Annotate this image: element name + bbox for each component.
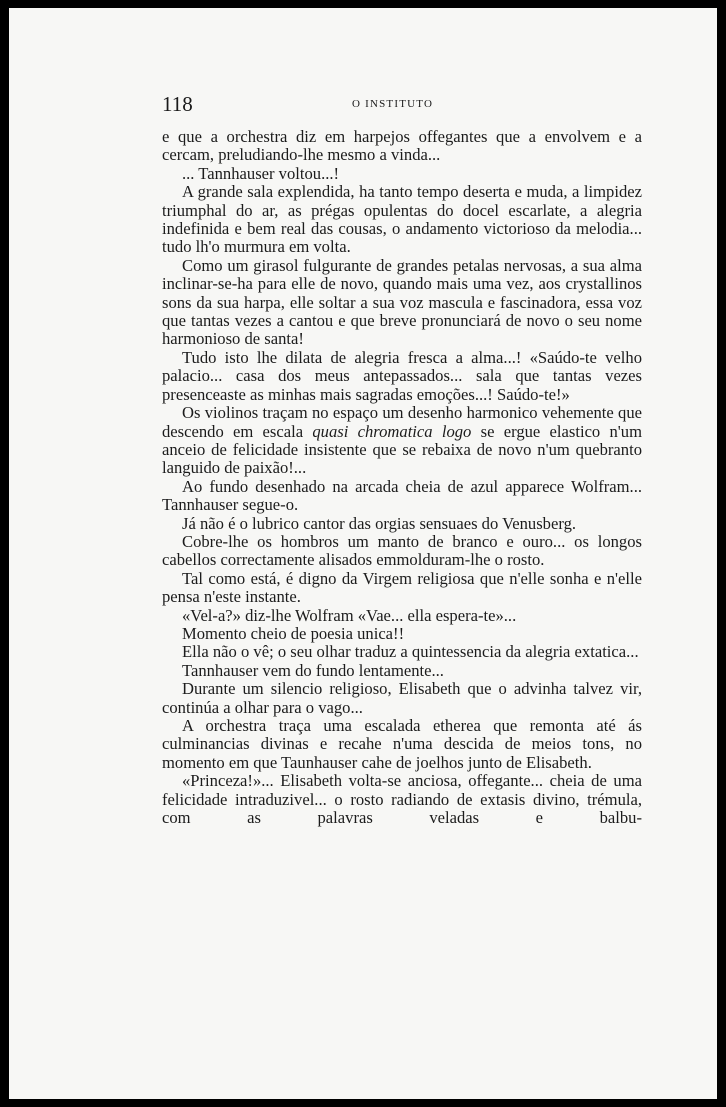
running-head: O INSTITUTO <box>352 98 434 110</box>
paragraph: Tal como está, é digno da Virgem religiosa que n'elle sonha e n'elle pensa n'este instante. <box>162 568 642 607</box>
paragraph: A grande sala explendida, ha tanto tempo deserta e muda, a limpidez triumphal do ar, as prégas opulentas do docel escarlate, a alegria indefinida e bem real das cousas, o andamento victorioso da melodia... tudo lh'o murmura em volta. <box>162 182 642 257</box>
paragraph: ... Tannhauser voltou...! <box>182 163 340 183</box>
page-number: 118 <box>162 92 193 116</box>
paragraph: Tudo isto lhe dilata de alegria fresca a alma...! «Saúdo-te velho palacio... casa dos meus antepassados... sala que tantas vezes presenceaste as minhas mais sagradas emoções...! Saúdo-te!» <box>162 347 642 404</box>
italic-phrase: quasi chromatica logo <box>312 421 472 441</box>
paragraph: «Princeza!»... Elisabeth volta-se anciosa, offegante... cheia de uma felicidade intraduzivel... o rosto radiando de extasis divino, trémula, com as palavras veladas e balbu- <box>162 771 642 828</box>
paragraph <box>162 404 642 478</box>
paragraph: Tannhauser vem do fundo lentamente... <box>182 660 444 680</box>
paragraph: Ella não o vê; o seu olhar traduz a quintessencia da alegria extatica... <box>182 642 639 662</box>
paragraph: Já não é o lubrico cantor das orgias sensuaes do Venusberg. <box>182 513 577 533</box>
paragraph: Durante um silencio religioso, Elisabeth que o advinha talvez vir, continúa a olhar para o vago... <box>162 679 642 717</box>
paragraph: Ao fundo desenhado na arcada cheia de azul apparece Wolfram... Tannhauser segue-o. <box>162 476 642 515</box>
page-header <box>162 92 650 116</box>
body-text <box>162 128 642 827</box>
paragraph-text: Os violinos traçam no espaço um desenho harmonico vehemente que descendo em escala <box>162 403 642 441</box>
paragraph: «Vel-a?» diz-lhe Wolfram «Vae... ella espera-te»... <box>182 605 517 625</box>
paragraph: Cobre-lhe os hombros um manto de branco e ouro... os longos cabellos correctamente alisados emmolduram-lhe o rosto. <box>162 531 642 570</box>
paragraph-text: se ergue elastico n'um anceio de felicidade insistente que se rebaixa de novo n'um quebranto languido de paixão!... <box>162 421 642 478</box>
paragraph: Como um girasol fulgurante de grandes petalas nervosas, a sua alma inclinar-se-ha para elle de novo, quando mais uma vez, aos crystallinos sons da sua harpa, elle soltar a sua voz mascula e fascinadora, essa voz que tantas vezes a cantou e que breve pronunciará de novo o seu nome harmonioso de santa! <box>162 255 642 349</box>
paragraph: A orchestra traça uma escalada etherea que remonta até ás culminancias divinas e recahe n'uma descida de meios tons, no momento em que Taunhauser cahe de joelhos junto de Elisabeth. <box>162 716 642 772</box>
paragraph: Momento cheio de poesia unica!! <box>182 623 405 643</box>
paragraph: e que a orchestra diz em harpejos offegantes que a envolvem e a cercam, preludiando-lhe mesmo a vinda... <box>162 127 642 165</box>
